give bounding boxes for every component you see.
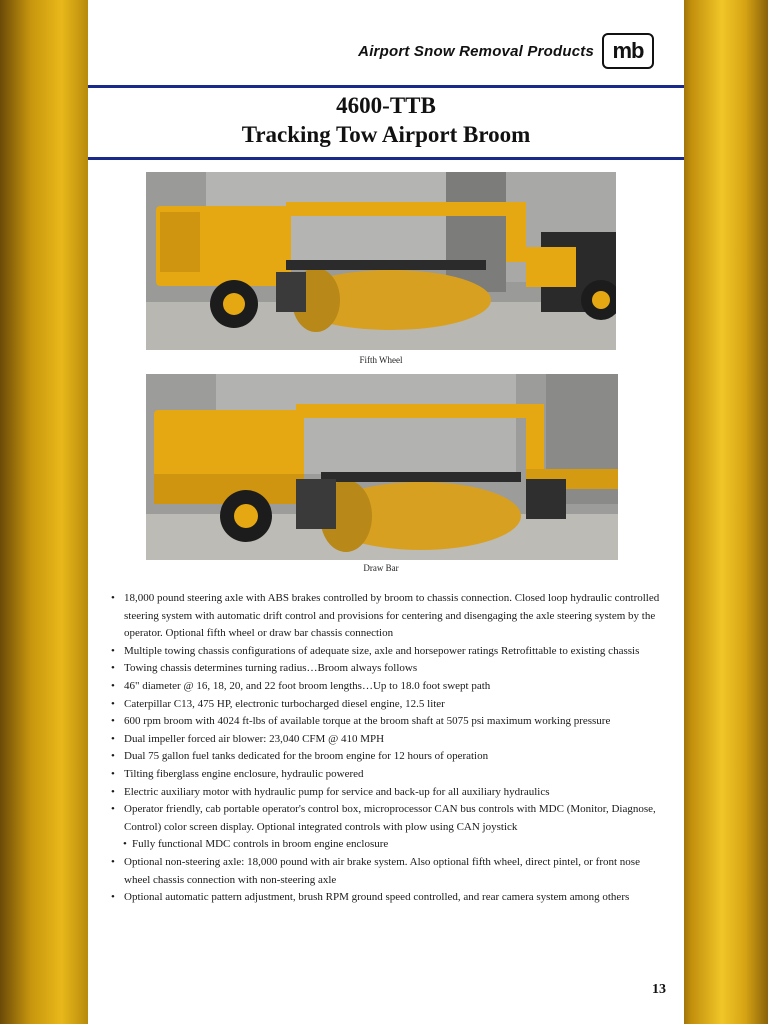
photo-caption: Draw Bar (363, 563, 399, 573)
list-item: • Optional non-steering axle: 18,000 pound with air brake system. Also optional fifth wheel, direct pintel, or front nose wheel chassis connection with non-steering axle (108, 854, 668, 889)
photo-draw-bar (146, 374, 618, 560)
document-page (88, 0, 684, 1024)
page-number: 13 (652, 982, 666, 997)
list-item: • Dual 75 gallon fuel tanks dedicated for the broom engine for 12 hours of operation (108, 748, 668, 766)
brand-header (358, 32, 654, 70)
list-item: • Towing chassis determines turning radius…Broom always follows (108, 660, 668, 678)
list-item: • Tilting fiberglass engine enclosure, hydraulic powered (108, 766, 668, 784)
mb-logo: mb (602, 33, 654, 69)
product-name: Tracking Tow Airport Broom (241, 122, 531, 147)
list-item: • 46" diameter @ 16, 18, 20, and 22 foot broom lengths…Up to 18.0 foot swept path (108, 678, 668, 696)
page-title (88, 92, 684, 150)
feature-list (108, 590, 668, 907)
list-item: • Multiple towing chassis configurations of adequate size, axle and horsepower ratings Retrofittable to existing chassis (108, 643, 668, 661)
model-number: 4600-TTB (336, 93, 436, 118)
list-item: • Optional automatic pattern adjustment, brush RPM ground speed controlled, and rear camera system among others (108, 889, 668, 907)
title-rule-bottom (88, 157, 684, 160)
list-item: • 18,000 pound steering axle with ABS brakes controlled by broom to chassis connection. Closed loop hydraulic controlled steering system with automatic drift control and provisions for centering and disengaging the axle steering system by the operator. Optional fifth wheel or draw bar chassis connection (108, 590, 668, 643)
list-item: • Dual impeller forced air blower: 23,040 CFM @ 410 MPH (108, 731, 668, 749)
title-rule-top (88, 85, 684, 88)
photo-fifth-wheel (146, 172, 616, 350)
photo-caption: Fifth Wheel (359, 355, 403, 365)
list-item: • Caterpillar C13, 475 HP, electronic turbocharged diesel engine, 12.5 liter (108, 696, 668, 714)
list-item: • Operator friendly, cab portable operator's control box, microprocessor CAN bus controls with MDC (Monitor, Diagnose, Control) color screen display. Optional integrated controls with plow using CAN joystick (108, 801, 668, 836)
list-item: • Electric auxiliary motor with hydraulic pump for service and back-up for all auxiliary hydraulics (108, 784, 668, 802)
list-subitem: • Fully functional MDC controls in broom engine enclosure (108, 836, 668, 854)
brand-text: Airport Snow Removal Products (358, 42, 594, 60)
list-item: • 600 rpm broom with 4024 ft-lbs of available torque at the broom shaft at 5075 psi maximum working pressure (108, 713, 668, 731)
